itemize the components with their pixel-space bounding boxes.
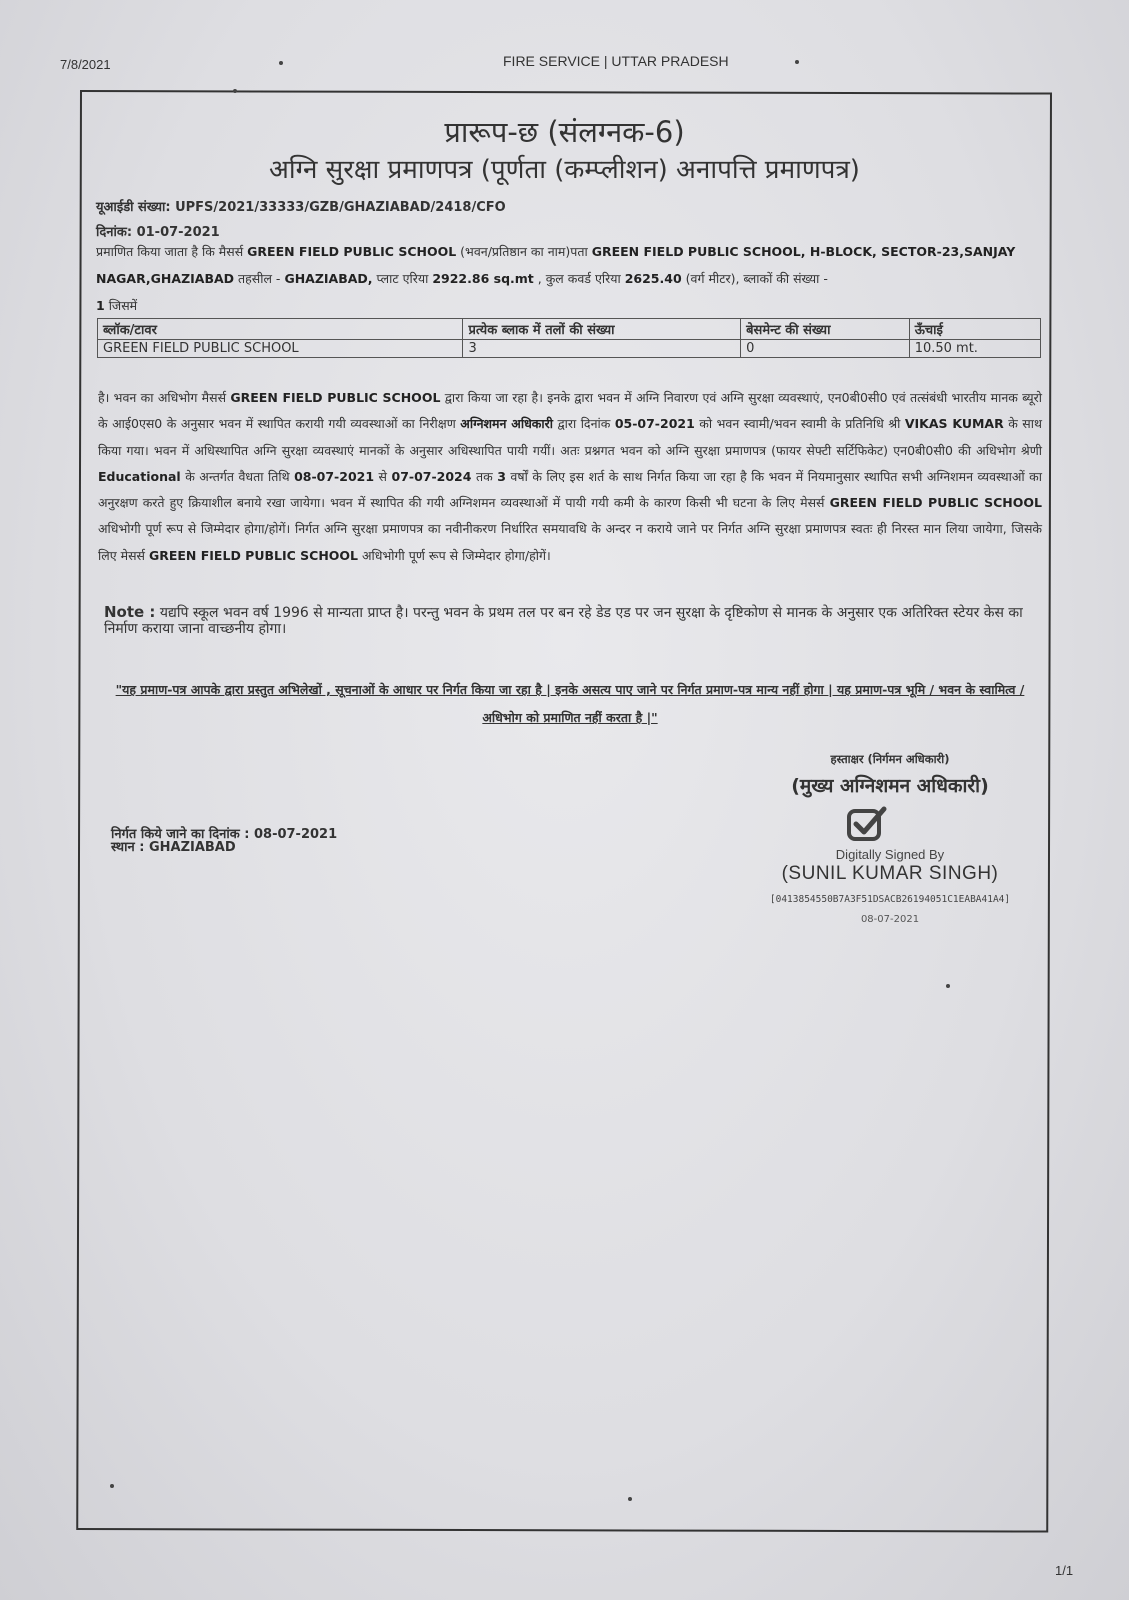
signature-date: 08-07-2021 bbox=[860, 914, 920, 925]
address: GREEN FIELD PUBLIC SCHOOL, H-BLOCK, SECTOR-23,SANJAY NAGAR,GHAZIABAD bbox=[96, 244, 1016, 286]
body-text: है। भवन का अधिभोग मैसर्स bbox=[98, 390, 227, 405]
issue-place-label: स्थान : bbox=[111, 840, 145, 855]
intro-text: , कुल कवर्ड एरिया bbox=[537, 271, 621, 286]
table-cell: 3 bbox=[463, 340, 741, 358]
body-text: के साथ किया गया। भवन में अधिस्थापित अग्नि सुरक्षा व्यवस्थाएं मानकों के अनुसार अधिस्थापित पायी गयीं। अतः प्रश्नगत भवन को अग्नि सुरक्षा प्रमाणपत्र (फायर सेफ्टी सर्टिफिकेट) एन0बी0सी0 की अधिभोग श्रेणी bbox=[98, 416, 1042, 458]
certificate-id: [0413854550B7A3F51DSACB26194051C1EABA41A4] bbox=[769, 894, 1011, 905]
date-label: दिनांक: bbox=[96, 225, 133, 240]
body-text: वर्षों के लिए इस शर्त के साथ निर्गत किया जा रहा है कि भवन में नियमानुसार स्थापित सभी अग्निशमन व्यवस्थाओं का अनुरक्षण करते हुए क्रियाशील बनाये रखा जायेगा। भवन में स्थापित की गयी अग्निशमन व्यवस्थाओं में पायी गयी कमी के कारण किसी भी घटना के लिए मेसर्स bbox=[98, 468, 1042, 511]
table-cell: 10.50 mt. bbox=[909, 340, 1040, 358]
header-title: FIRE SERVICE | UTTAR PRADESH bbox=[503, 53, 729, 69]
inspecting-officer: अग्निशमन अधिकारी bbox=[460, 416, 553, 432]
digital-signature-check-icon bbox=[847, 805, 887, 843]
table-header: बेसमेन्ट की संख्या bbox=[741, 319, 910, 340]
plot-area: 2922.86 sq.mt bbox=[432, 271, 534, 286]
page-number: 1/1 bbox=[1055, 1563, 1074, 1578]
speck bbox=[795, 60, 799, 64]
block-table bbox=[97, 318, 1041, 358]
intro-text: जिसमें bbox=[108, 298, 138, 313]
body-text: से bbox=[378, 468, 387, 484]
table-row bbox=[98, 340, 1041, 358]
body-text: द्वारा दिनांक bbox=[557, 416, 611, 432]
digitally-signed-label: Digitally Signed By bbox=[835, 847, 945, 862]
representative-name: VIKAS KUMAR bbox=[904, 416, 1004, 432]
occupancy-category: Educational bbox=[98, 468, 181, 484]
speck bbox=[233, 89, 237, 93]
issue-place-value: GHAZIABAD bbox=[148, 840, 236, 855]
intro-text: तहसील - bbox=[238, 271, 281, 286]
certificate-body bbox=[98, 385, 1042, 569]
table-cell: GREEN FIELD PUBLIC SCHOOL bbox=[98, 340, 463, 358]
uid-line bbox=[96, 197, 506, 215]
speck bbox=[110, 1484, 114, 1488]
note-text: यद्यपि स्कूल भवन वर्ष 1996 से मान्यता प्राप्त है। परन्तु भवन के प्रथम तल पर बन रहे डेड एड पर जन सुरक्षा के दृष्टिकोण से मानक के अनुसार एक अतिरिक्त स्टेयर केस का निर्माण कराया जाना वाच्छनीय होगा। bbox=[104, 605, 1023, 637]
signer-name: (SUNIL KUMAR SINGH) bbox=[781, 863, 999, 884]
issue-date-value: 08-07-2021 bbox=[253, 827, 338, 842]
note bbox=[104, 604, 1040, 637]
firm-name: GREEN FIELD PUBLIC SCHOOL bbox=[148, 547, 359, 563]
print-date: 7/8/2021 bbox=[60, 57, 111, 72]
certificate-title: अग्नि सुरक्षा प्रमाणपत्र (पूर्णता (कम्प्लीशन) अनापत्ति प्रमाणपत्र) bbox=[269, 155, 860, 185]
table-header: ब्लॉक/टावर bbox=[98, 319, 463, 340]
body-text: द्वारा किया जा रहा है। इनके द्वारा भवन में अग्नि निवारण एवं अग्नि सुरक्षा व्यवस्थाएं, एन0बी0सी0 एवं तत्संबंधी भारतीय मानक ब्यूरो के आई0एस0 के अनुसार भवन में स्थापित करायी गयी व्यवस्थाओं का निरीक्षण bbox=[98, 390, 1042, 432]
intro-text: (भवन/प्रतिष्ठान का नाम)पता bbox=[460, 244, 588, 259]
table-header: प्रत्येक ब्लाक में तलों की संख्या bbox=[463, 319, 741, 340]
validity-years: 3 bbox=[497, 468, 506, 484]
speck bbox=[279, 61, 283, 65]
note-label: Note : bbox=[104, 603, 156, 621]
covered-area: 2625.40 bbox=[624, 271, 682, 286]
intro-paragraph bbox=[96, 238, 1042, 319]
issue-date-label: निर्गत किये जाने का दिनांक : bbox=[111, 827, 250, 842]
table-cell: 0 bbox=[741, 340, 910, 358]
signatory-designation: (मुख्य अग्निशमन अधिकारी) bbox=[791, 775, 989, 797]
body-text: तक bbox=[475, 468, 493, 484]
inspection-date: 05-07-2021 bbox=[614, 416, 695, 432]
intro-text: प्लाट एरिया bbox=[376, 271, 429, 286]
disclaimer: "यह प्रमाण-पत्र आपके द्वारा प्रस्तुत अभिलेखों , सूचनाओं के आधार पर निर्गत किया जा रहा है | इनके असत्य पाए जाने पर निर्गत प्रमाण-पत्र मान्य नहीं होगा | यह प्रमाण-पत्र भूमि / भवन के स्वामित्व / अधिभोग को प्रमाणित नहीं करता है |" bbox=[115, 682, 1025, 725]
body-text: अधिभोगी पूर्ण रूप से जिम्मेदार होगा/होगें। bbox=[362, 547, 551, 563]
uid-value: UPFS/2021/33333/GZB/GHAZIABAD/2418/CFO bbox=[175, 200, 506, 215]
body-text: के अन्तर्गत वैधता तिथि bbox=[185, 468, 290, 484]
intro-text: (वर्ग मीटर), ब्लाकों की संख्या - bbox=[685, 271, 828, 286]
firm-name: GREEN FIELD PUBLIC SCHOOL bbox=[247, 244, 457, 259]
tehsil: GHAZIABAD, bbox=[284, 271, 373, 286]
table-header-row bbox=[98, 319, 1041, 340]
valid-to: 07-07-2024 bbox=[391, 468, 472, 484]
block-count: 1 bbox=[96, 298, 105, 313]
body-text: अधिभोगी पूर्ण रूप से जिम्मेदार होगा/होगें। निर्गत अग्नि सुरक्षा प्रमाणपत्र का नवीनीकरण निर्धारित समयावधि के अन्दर न कराये जाने पर निर्गत अग्नि सुरक्षा प्रमाणपत्र स्वतः ही निरस्त मान लिया जायेगा, जिसके लिए मेसर्स bbox=[98, 521, 1042, 563]
uid-label: यूआईडी संख्या: bbox=[96, 200, 171, 215]
speck bbox=[628, 1497, 632, 1501]
intro-text: प्रमाणित किया जाता है कि मैसर्स bbox=[96, 244, 244, 259]
firm-name: GREEN FIELD PUBLIC SCHOOL bbox=[230, 390, 441, 405]
issue-details bbox=[111, 828, 337, 854]
valid-from: 08-07-2021 bbox=[294, 468, 375, 484]
body-text: को भवन स्वामी/भवन स्वामी के प्रतिनिधि श्री bbox=[699, 416, 901, 432]
date-value: 01-07-2021 bbox=[136, 225, 220, 240]
form-title: प्रारूप-छ (संलग्नक-6) bbox=[444, 115, 685, 149]
table-header: ऊँचाई bbox=[909, 319, 1040, 340]
issue-place-line bbox=[111, 841, 337, 854]
firm-name: GREEN FIELD PUBLIC SCHOOL bbox=[829, 495, 1042, 511]
signature-label: हस्ताक्षर (निर्गमन अधिकारी) bbox=[830, 752, 950, 766]
speck bbox=[946, 984, 950, 988]
